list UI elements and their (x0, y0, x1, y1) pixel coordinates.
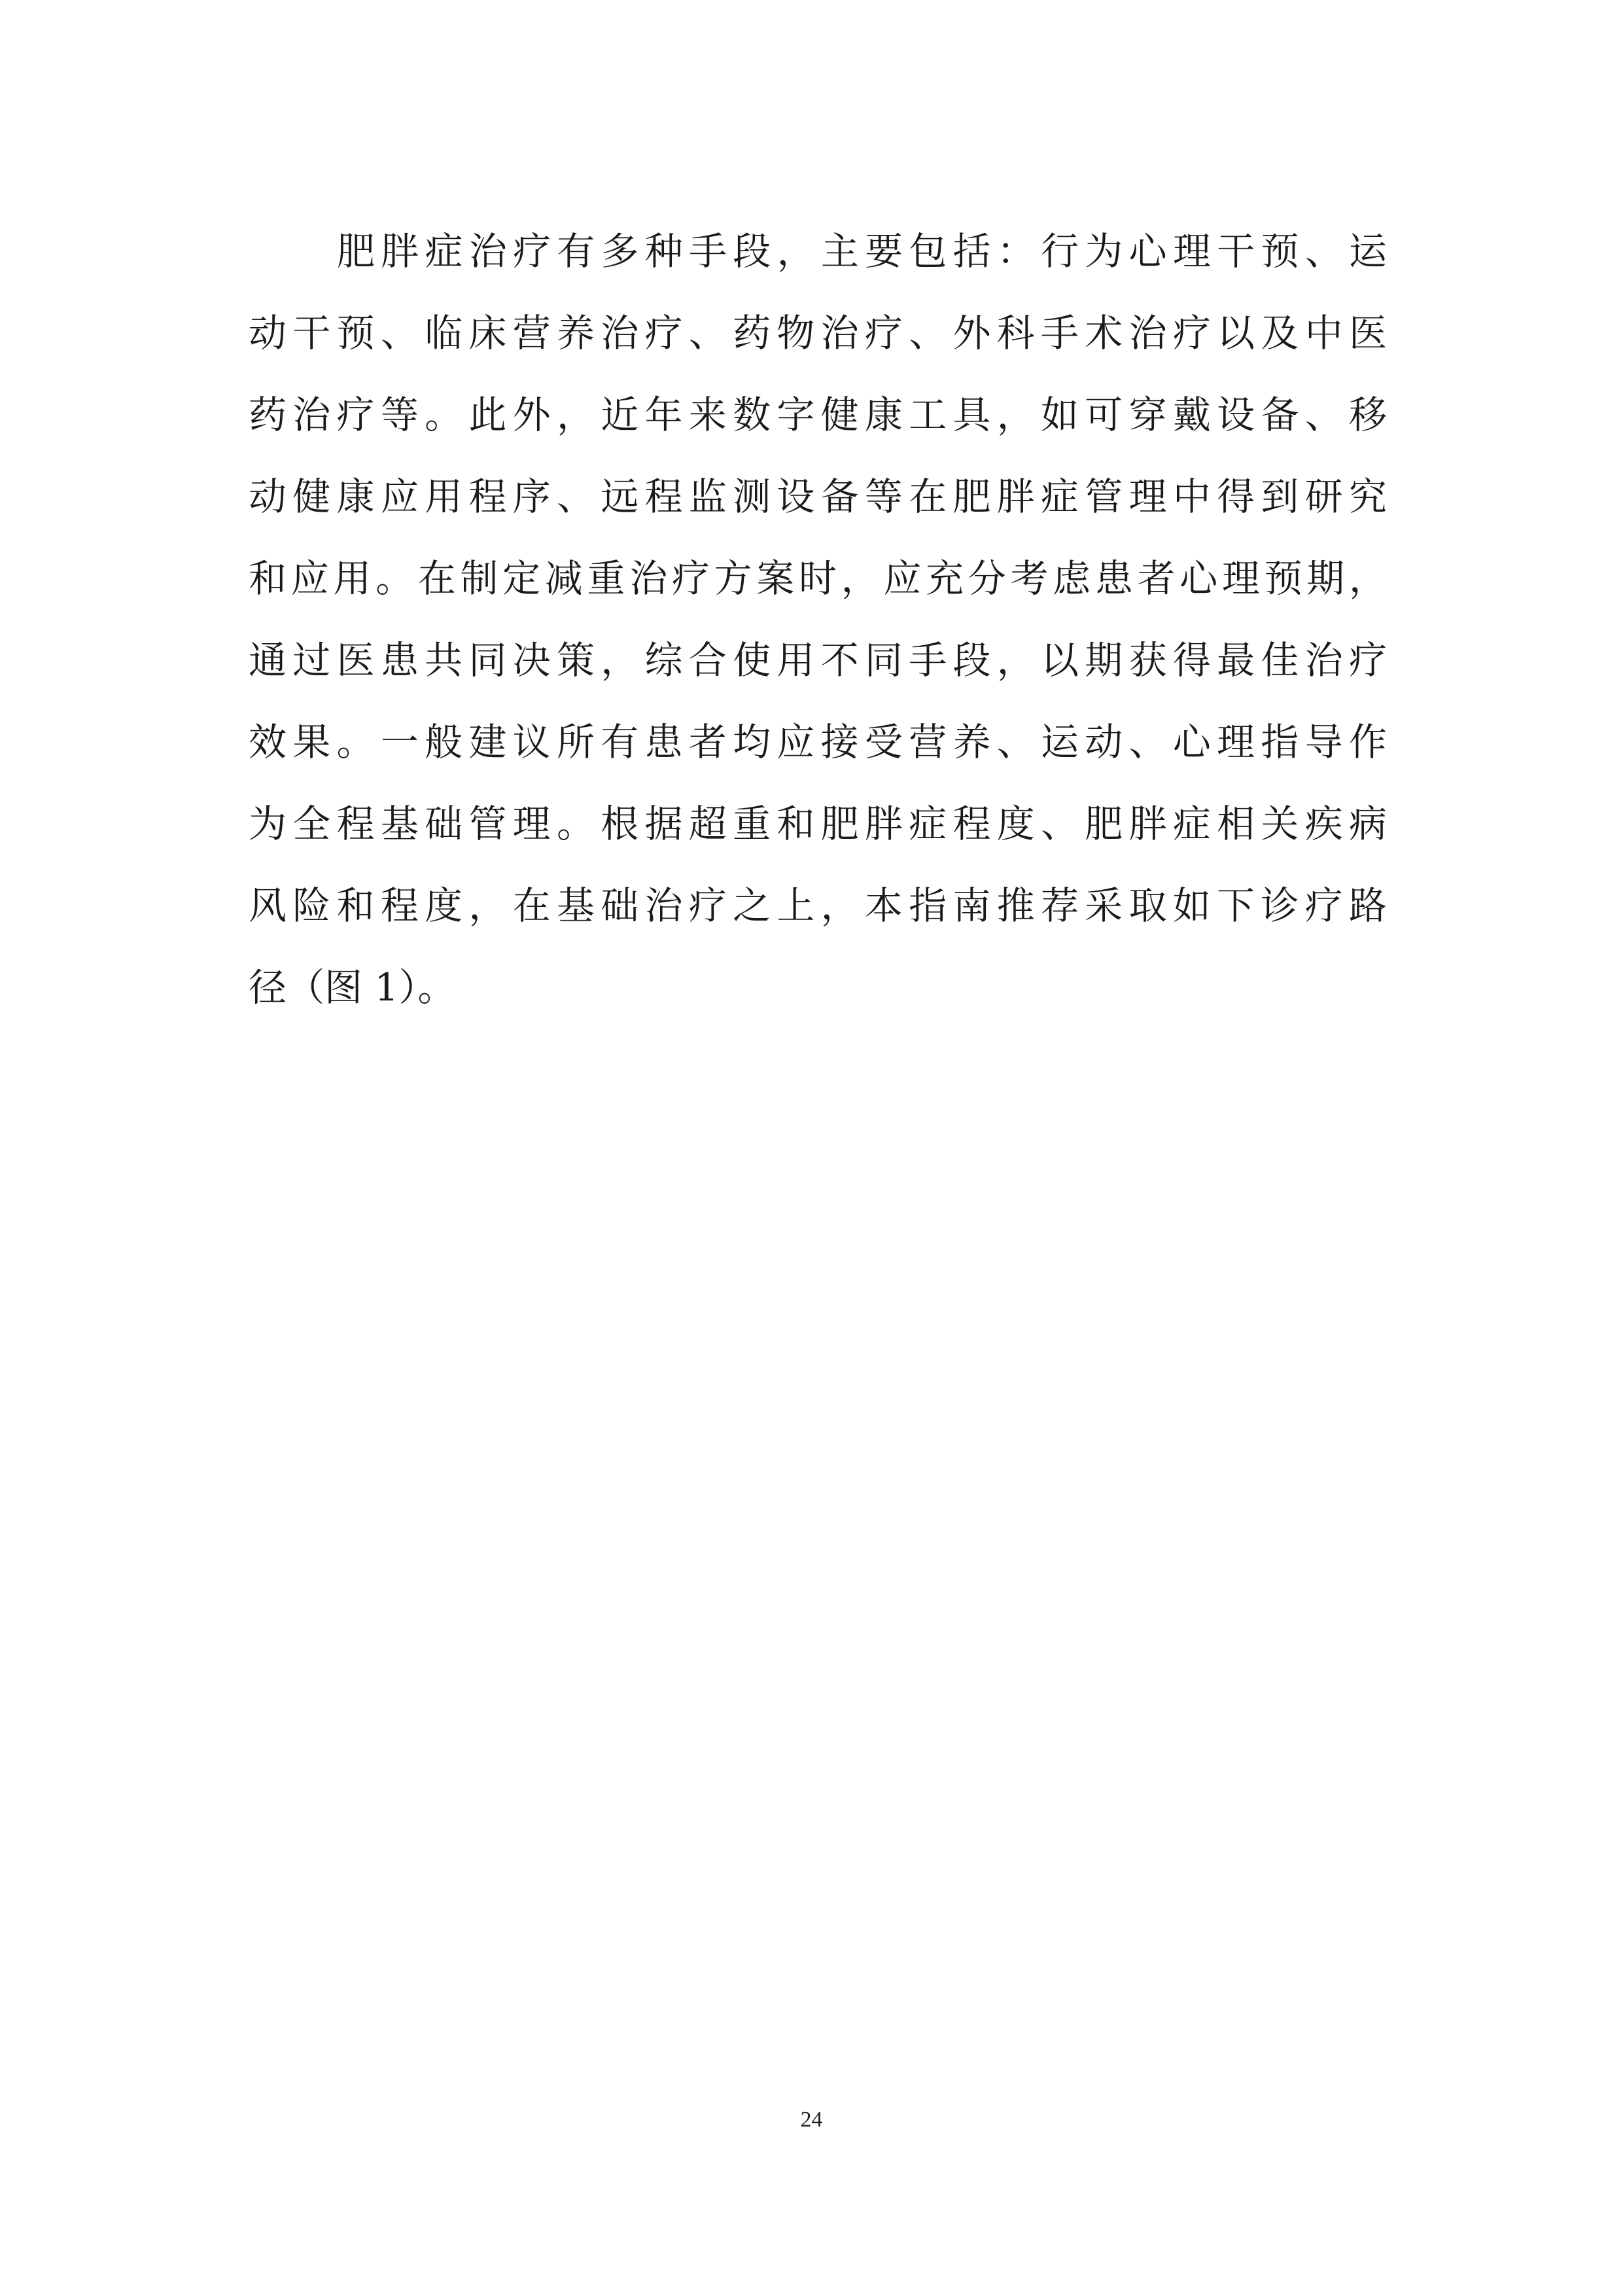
body-paragraph (249, 211, 1387, 1029)
paragraph-line: 药治疗等。此外，近年来数字健康工具，如可穿戴设备、移 (249, 393, 1387, 437)
paragraph-line: 肥胖症治疗有多种手段，主要包括：行为心理干预、运 (337, 229, 1387, 274)
page-number: 24 (800, 2108, 823, 2132)
paragraph-line: 和应用。在制定减重治疗方案时，应充分考虑患者心理预期， (249, 556, 1387, 601)
paragraph-line: 通过医患共同决策，综合使用不同手段，以期获得最佳治疗 (249, 638, 1387, 682)
paragraph-line: 动干预、临床营养治疗、药物治疗、外科手术治疗以及中医 (249, 311, 1387, 355)
paragraph-line: 风险和程度，在基础治疗之上，本指南推荐采取如下诊疗路 (249, 883, 1387, 928)
paragraph-line: 动健康应用程序、远程监测设备等在肥胖症管理中得到研究 (249, 474, 1387, 519)
paragraph-line: 为全程基础管理。根据超重和肥胖症程度、肥胖症相关疾病 (249, 802, 1387, 846)
paragraph-line: 径（图 1）。 (249, 965, 456, 1010)
paragraph-line: 效果。一般建议所有患者均应接受营养、运动、心理指导作 (249, 720, 1387, 764)
